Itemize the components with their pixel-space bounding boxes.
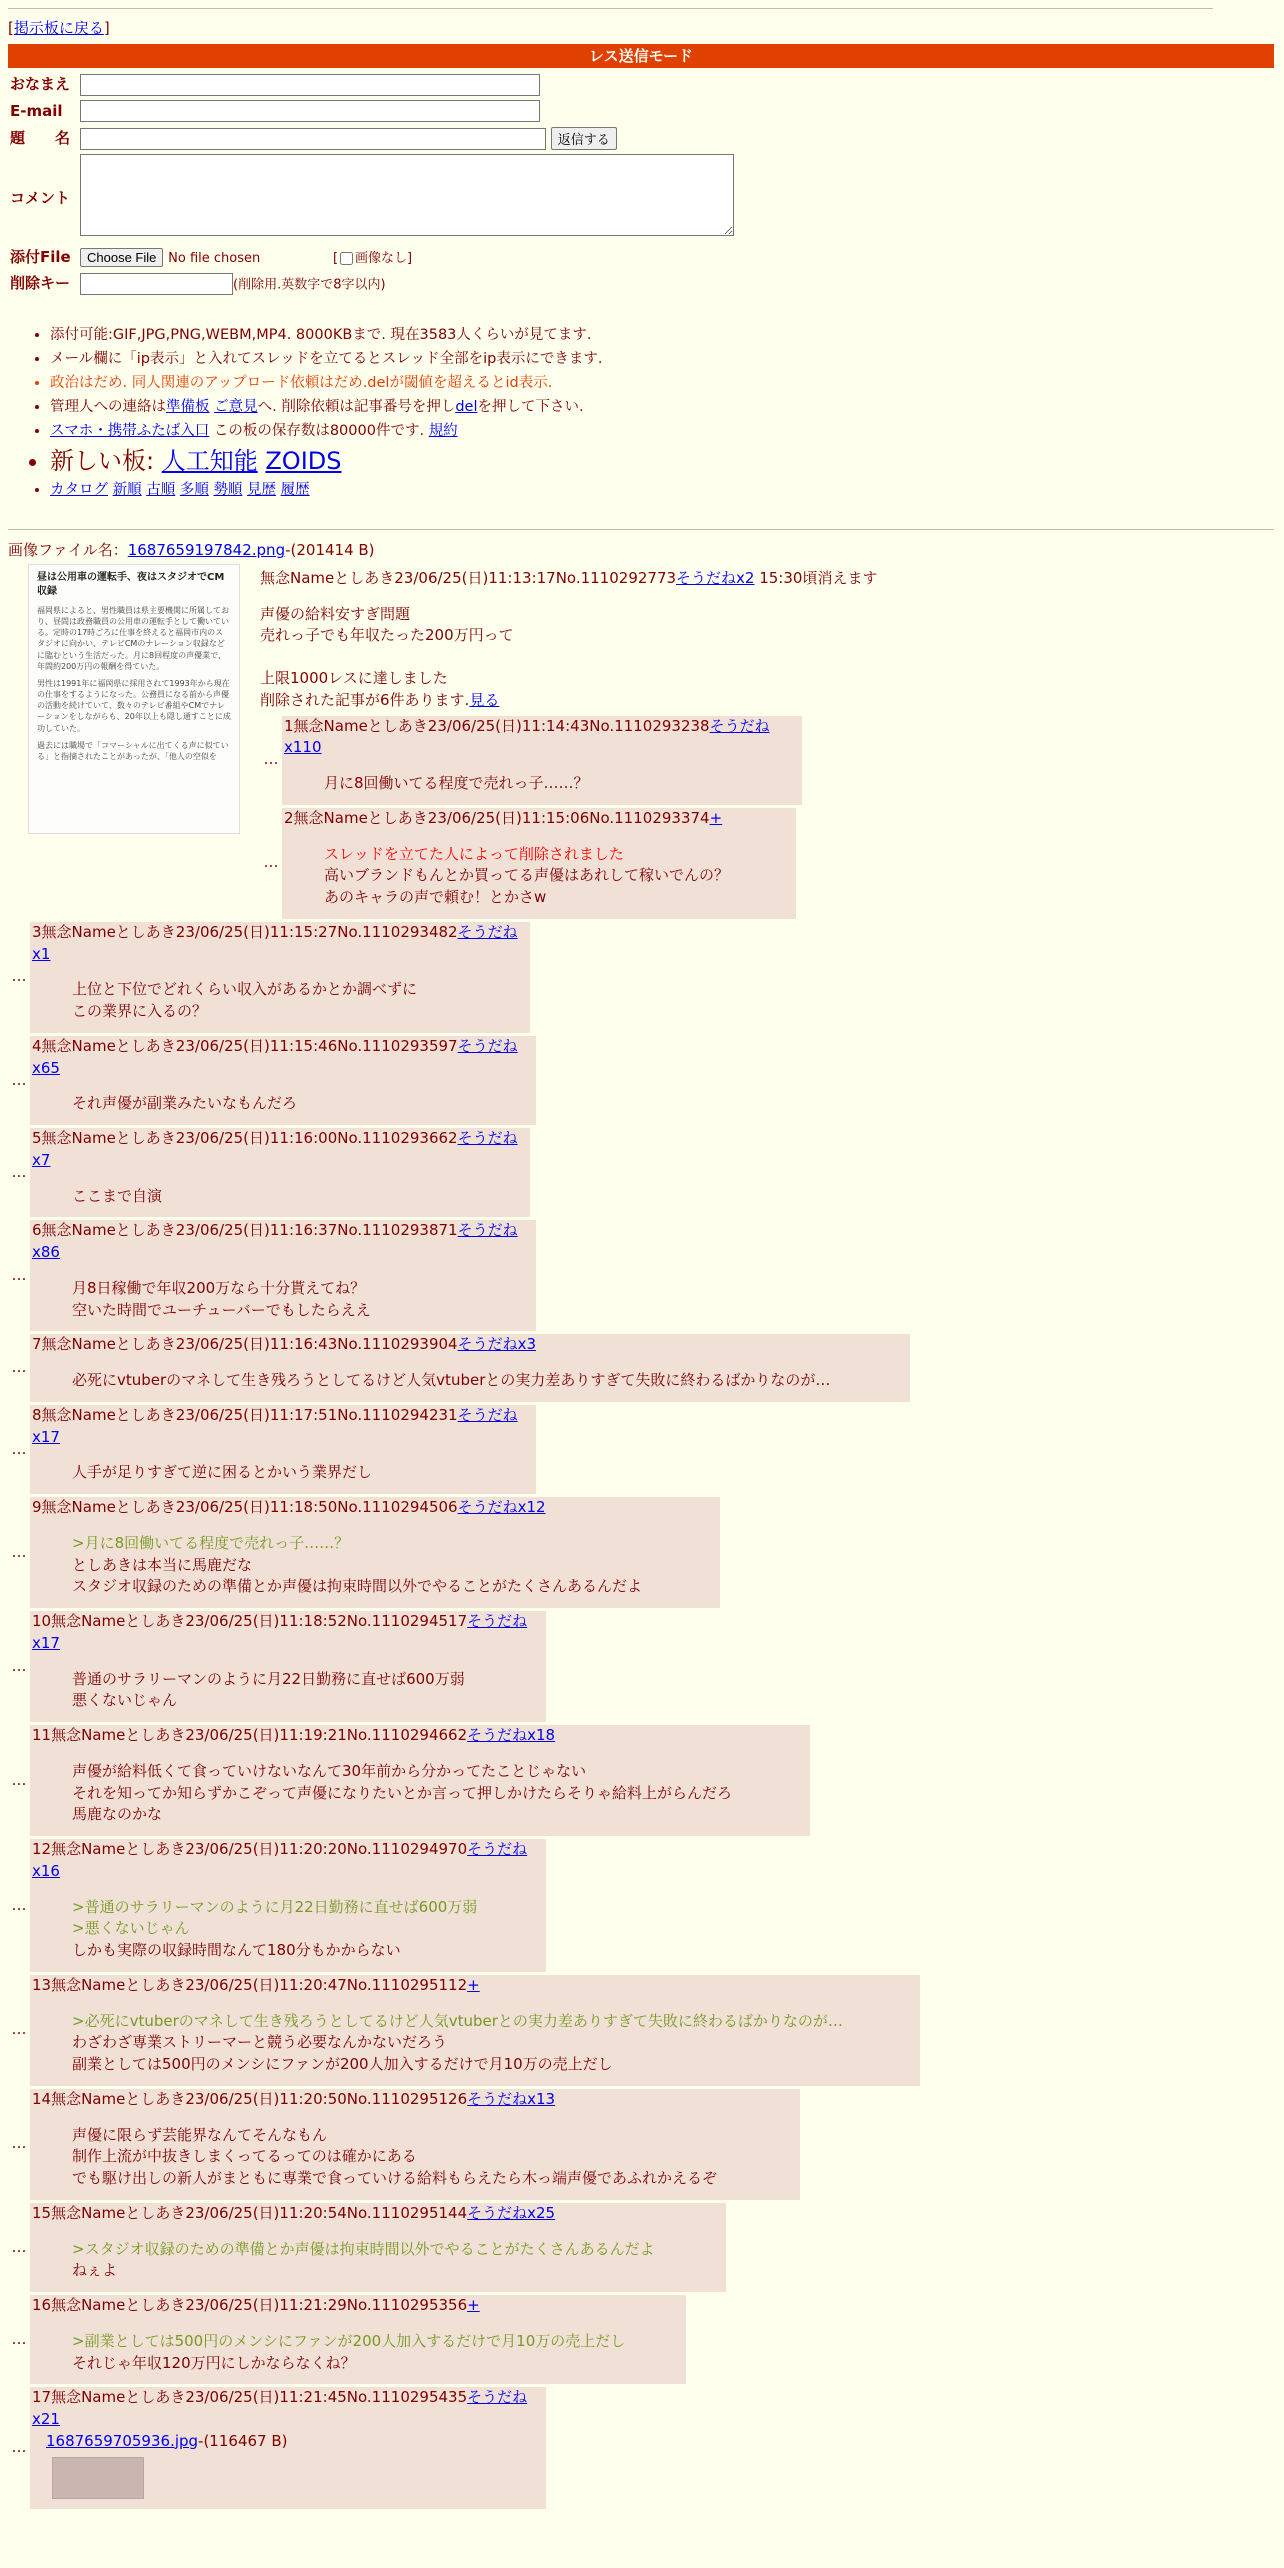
op-thumbnail[interactable]	[28, 564, 240, 834]
op-sodane-link[interactable]: そうだねx2	[676, 568, 755, 587]
reply-file-info	[46, 2431, 543, 2453]
reply-dots: …	[11, 1895, 27, 1914]
reply-line: それ声優が副業みたいなもんだろ	[72, 1094, 298, 1113]
reply-line: 副業としては500円のメンシにファンが200人加入するだけで月10万の売上だし	[72, 2055, 613, 2073]
reply-thumbnail[interactable]	[52, 2457, 144, 2499]
terms-link[interactable]: 規約	[428, 423, 458, 440]
sort-many-link[interactable]: 多順	[179, 482, 209, 499]
reply-box	[282, 716, 802, 805]
reply-row	[8, 1975, 922, 2086]
deleted-notice: スレッドを立てた人によって削除されました	[324, 844, 624, 863]
reply-meta: 3無念Nameとしあき23/06/25(日)11:15:27No.1110293482	[32, 922, 458, 941]
reply-line: 普通のサラリーマンのように月22日勤務に直せば600万弱	[72, 1669, 465, 1688]
sodane-link[interactable]: そうだねx7	[32, 1129, 518, 1169]
reply-meta: 6無念Nameとしあき23/06/25(日)11:16:37No.1110293871	[32, 1221, 458, 1240]
reply-row	[8, 1405, 538, 1494]
board-notes	[30, 322, 603, 504]
reply-body	[72, 2125, 797, 2190]
op-expire: 15:30頃消えます	[754, 568, 878, 587]
bracket-close: ]	[103, 19, 110, 37]
sodane-link[interactable]: そうだねx110	[284, 716, 770, 757]
reply-meta: 17無念Nameとしあき23/06/25(日)11:21:45No.1110295435	[32, 2388, 468, 2407]
file-info-label: 画像ファイル名：	[8, 541, 128, 559]
reply-header	[32, 1611, 543, 1655]
email-row	[10, 98, 736, 124]
reply-header	[32, 1725, 807, 1747]
reply-row	[260, 808, 798, 919]
reply-box	[30, 1975, 920, 2086]
reply-line: 高いブランドもんとか買ってる声優はあれして稼いでんの？	[324, 866, 730, 885]
name-label: おなまえ	[10, 75, 71, 94]
thumb-paragraph: 福岡県によると、男性職員は県主要機関に所属しており、昼間は政務職員の公用車の運転手として働いている。定時の17時ごろに仕事を終えると福岡市内のスタジオに向かい、テレビCMのナレーション収録などに臨むという生活だった。月に8回程度の声優業で、年間約200万円の報酬を得ていた。	[37, 605, 229, 671]
back-to-board-link[interactable]: 掲示板に戻る	[13, 19, 104, 37]
reply-header	[284, 716, 799, 760]
reply-box	[30, 1497, 720, 1608]
reply-line: 声優に限らず芸能界なんてそんなもん	[72, 2125, 328, 2144]
prep-board-link[interactable]: 準備板	[166, 399, 210, 416]
no-image-label: 画像なし	[355, 251, 408, 266]
reply-line: 月に8回働いてる程度で売れっ子……？	[324, 774, 589, 792]
reply-dots: …	[11, 1656, 27, 1675]
sodane-link[interactable]: そうだねx18	[467, 1726, 556, 1744]
comment-row	[10, 152, 736, 245]
file-label: 添付File	[10, 248, 71, 267]
reply-body	[72, 1533, 717, 1598]
sodane-link[interactable]: そうだねx16	[32, 1840, 528, 1880]
note-contact: • 管理人への連絡は準備板 ご意見へ. 削除依頼は記事番号を押しdelを押して下さい.	[50, 397, 603, 418]
reply-line: あのキャラの声で頼む！とかさw	[324, 888, 547, 906]
op-image-link[interactable]: 1687659197842.png	[127, 541, 286, 559]
reply-line: 人手が足りすぎて逆に困るとかいう業界だし	[72, 1463, 373, 1482]
reply-header	[32, 922, 527, 966]
note-ip-display: • メール欄に「ip表示」と入れてスレッドを立てるとスレッド全部をip表示にできます.	[50, 349, 603, 370]
subject-input[interactable]	[80, 128, 546, 150]
reply-line: 制作上流が中抜きしまくってるってのは確かにある	[72, 2147, 417, 2166]
reply-dots: …	[11, 2237, 27, 2256]
reply-dots: …	[263, 750, 279, 769]
reply-header	[32, 1334, 907, 1356]
quote-line: >月に8回働いてる程度で売れっ子……？	[72, 1533, 350, 1552]
name-row	[10, 72, 736, 98]
post-history-link[interactable]: 履歴	[280, 482, 310, 499]
quote-line: >普通のサラリーマンのように月22日勤務に直せば600万弱	[72, 1897, 478, 1916]
reply-line: 悪くないじゃん	[72, 1691, 178, 1710]
reply-dots: …	[263, 853, 279, 872]
reply-body	[72, 1669, 543, 1713]
quote-line: >副業としては500円のメンシにファンが200人加入するだけで月10万の売上だし	[72, 2331, 626, 2350]
reply-box	[30, 1725, 810, 1836]
feedback-link[interactable]: ご意見	[214, 399, 258, 416]
email-label: E-mail	[10, 101, 63, 120]
subject-label: 題 名	[10, 128, 71, 147]
reply-line: 空いた時間でユーチューバーでもしたらええ	[72, 1300, 371, 1319]
reply-header	[32, 1128, 527, 1172]
reply-box	[30, 1334, 910, 1402]
reply-row	[8, 2089, 802, 2200]
reply-body	[72, 1093, 533, 1115]
catalog-link[interactable]: カタログ	[50, 482, 108, 499]
file-status: No file chosen	[168, 251, 261, 266]
reply-header	[32, 2203, 723, 2225]
reply-row	[8, 1497, 722, 1608]
note-rules: • 政治はだめ. 同人関連のアップロード依頼はだめ.delが閾値を超えるとid表示.	[50, 373, 603, 394]
reply-meta: 4無念Nameとしあき23/06/25(日)11:15:46No.1110293597	[32, 1036, 458, 1055]
delkey-row	[10, 271, 736, 297]
reply-header	[32, 1405, 533, 1449]
reply-dots: …	[11, 967, 27, 986]
sodane-link[interactable]: そうだねx25	[467, 2203, 556, 2222]
reply-dots: …	[11, 1265, 27, 1284]
mid-divider	[8, 529, 1274, 530]
reply-line: としあきは本当に馬鹿だな	[72, 1555, 253, 1574]
reply-line: 月8日稼働で年収200万なら十分貰えてね？	[72, 1278, 366, 1297]
reply-header	[32, 2387, 543, 2431]
file-row	[10, 245, 736, 271]
sodane-link[interactable]: そうだねx17	[32, 1612, 528, 1652]
back-nav	[8, 18, 110, 40]
reply-line: この業界に入るの？	[72, 1002, 208, 1020]
reply-meta: 1無念Nameとしあき23/06/25(日)11:14:43No.1110293238	[284, 716, 710, 735]
sort-new-link[interactable]: 新順	[112, 482, 142, 499]
reply-body	[72, 1278, 533, 1322]
sodane-link[interactable]: +	[709, 808, 723, 827]
reply-dots: …	[11, 2438, 27, 2456]
reply-dots: …	[11, 2134, 27, 2153]
reply-dots: …	[11, 2020, 27, 2039]
sodane-link[interactable]: そうだねx12	[457, 1498, 546, 1516]
bracket-open: [	[8, 19, 14, 37]
reply-line: ここまで自演	[72, 1186, 163, 1205]
reply-line: でも駆け出しの新人がまともに専業で食っていける給料もらえたら木っ端声優であふれかえるぞ	[72, 2169, 718, 2187]
reply-line: 馬鹿なのかな	[72, 1805, 163, 1824]
reply-box	[30, 2089, 800, 2200]
sodane-link[interactable]: そうだねx86	[32, 1221, 518, 1261]
del-link[interactable]: del	[455, 399, 478, 416]
sodane-link[interactable]: そうだねx65	[32, 1036, 518, 1077]
note-upload: • 添付可能:GIF,JPG,PNG,WEBM,MP4. 8000KBまで. 現在3583人くらいが見てます.	[50, 325, 603, 346]
no-image-option: [ 画像なし]	[332, 251, 413, 266]
reply-header	[32, 1036, 533, 1080]
reply-line: ねぇよ	[72, 2261, 118, 2280]
reply-meta: 15無念Nameとしあき23/06/25(日)11:20:54No.1110295144	[32, 2203, 468, 2222]
email-input[interactable]	[80, 100, 540, 122]
reply-body	[72, 2011, 917, 2076]
sort-old-link[interactable]: 古順	[146, 482, 176, 499]
reply-meta: 10無念Nameとしあき23/06/25(日)11:18:52No.1110294517	[32, 1612, 468, 1630]
reply-row	[8, 1839, 548, 1972]
show-deleted-link[interactable]: 見る	[469, 690, 500, 709]
reply-box	[30, 922, 530, 1033]
sodane-link[interactable]: そうだねx17	[32, 1405, 518, 1446]
quote-line: >必死にvtuberのマネして生き残ろうとしてるけど人気vtuberとの実力差ありすぎて失敗に終わるばかりなのが…	[72, 2011, 843, 2030]
mobile-entrance-link[interactable]: スマホ・携帯ふたば入口	[50, 423, 210, 440]
choose-file-button[interactable]: Choose File	[80, 248, 163, 267]
reply-header	[32, 2089, 797, 2111]
sodane-link[interactable]: そうだねx21	[32, 2388, 528, 2428]
reply-meta: 2無念Nameとしあき23/06/25(日)11:15:06No.1110293374	[284, 808, 710, 827]
reply-line: スタジオ収録のための準備とか声優は拘束時間以外でやることがたくさんあるんだよ	[72, 1577, 643, 1596]
sodane-link[interactable]: そうだねx1	[32, 922, 518, 963]
reply-row	[260, 716, 804, 805]
reply-header	[32, 1220, 533, 1264]
sort-momentum-link[interactable]: 勢順	[213, 482, 243, 499]
note-mobile: • スマホ・携帯ふたば入口 この板の保存数は80000件です. 規約	[50, 421, 603, 442]
comment-label: コメント	[10, 188, 71, 207]
thumb-paragraph: 男性は1991年に福岡県に採用されて1993年から現在の仕事をするようになった。公務員になる前から声優の活動を続けていて、数々のテレビ番組やCMでナレーションをしながらも、20年以上も隠し通すことに成功していた。	[37, 678, 231, 733]
reply-dots: …	[11, 1070, 27, 1089]
reply-meta: 13無念Nameとしあき23/06/25(日)11:20:47No.1110295112	[32, 1975, 468, 1994]
reply-header	[284, 808, 793, 830]
reply-box	[30, 1839, 546, 1972]
reply-body	[72, 1370, 907, 1392]
reply-box	[282, 808, 796, 919]
thumb-headline: 昼は公用車の運転手、夜はスタジオでCM収録	[37, 571, 225, 597]
reply-body	[72, 979, 527, 1023]
reply-row	[8, 1220, 538, 1331]
reply-body	[324, 844, 793, 909]
thread	[8, 540, 1276, 2512]
reply-row	[8, 1334, 912, 1402]
reply-header	[32, 1497, 717, 1519]
reply-dots: …	[11, 1162, 27, 1181]
reply-body	[72, 1462, 533, 1484]
comment-textarea[interactable]	[80, 154, 734, 236]
reply-box	[30, 1405, 536, 1494]
sodane-link[interactable]: そうだねx13	[467, 2089, 556, 2108]
reply-meta: 16無念Nameとしあき23/06/25(日)11:21:29No.1110295356	[32, 2296, 468, 2314]
reply-body	[72, 2239, 723, 2283]
reply-box	[30, 1611, 546, 1722]
reply-body	[324, 773, 799, 795]
reply-meta: 14無念Nameとしあき23/06/25(日)11:20:50No.1110295126	[32, 2089, 468, 2108]
ai-board-link[interactable]: 人工知能	[161, 447, 258, 476]
reply-header	[32, 2295, 683, 2317]
reply-header	[32, 1975, 917, 1997]
reply-box	[30, 1128, 530, 1217]
reply-line: 必死にvtuberのマネして生き残ろうとしてるけど人気vtuberとの実力差ありすぎて失敗に終わるばかりなのが…	[72, 1371, 831, 1389]
reply-box	[30, 1036, 536, 1125]
reply-row	[8, 1036, 538, 1125]
reply-meta: 7無念Nameとしあき23/06/25(日)11:16:43No.1110293904	[32, 1335, 458, 1354]
reply-row	[8, 2203, 728, 2292]
name-input[interactable]	[80, 74, 540, 96]
thumb-paragraph: 過去には職場で「コマーシャルに出てくる声に似ている」と指摘されたことがあったが、「他人の空似を	[37, 740, 229, 761]
op-file-size: -(201414 B)	[285, 541, 375, 559]
reply-dots: …	[11, 1770, 27, 1789]
reply-row	[8, 2387, 548, 2508]
reply-line: それじゃ年収120万円にしかならなくね？	[72, 2353, 356, 2372]
reply-line: 上位と下位でどれくらい収入があるかとか調べずに	[72, 980, 418, 999]
subject-row	[10, 125, 736, 153]
reply-dots: …	[11, 1358, 27, 1377]
reply-file-size: -(116467 B)	[198, 2431, 288, 2450]
reply-body	[72, 2331, 683, 2375]
top-divider	[8, 8, 1213, 9]
reply-body	[72, 1897, 543, 1962]
reply-mode-bar: レス送信モード	[8, 44, 1274, 68]
reply-body	[72, 1761, 807, 1826]
sodane-link[interactable]: +	[467, 1975, 480, 1994]
reply-row	[8, 2295, 688, 2384]
reply-image-link[interactable]: 1687659705936.jpg	[46, 2431, 199, 2450]
delete-key-input[interactable]	[80, 273, 233, 295]
quote-line: >スタジオ収録のための準備とか声優は拘束時間以外でやることがたくさんあるんだよ	[72, 2239, 655, 2258]
note-new-boards: • 新しい板: 人工知能 ZOIDS	[50, 445, 603, 477]
op-body: 声優の給料安すぎ問題 売れっ子でも年収たった200万円って 上限1000レスに達しました 削除された記事が6件あります.見る	[260, 604, 514, 709]
reply-meta: 8無念Nameとしあき23/06/25(日)11:17:51No.1110294231	[32, 1405, 458, 1424]
reply-meta: 12無念Nameとしあき23/06/25(日)11:20:20No.1110294970	[32, 1840, 468, 1858]
delkey-label: 削除キー	[10, 274, 71, 293]
reply-row	[8, 1725, 812, 1836]
sodane-link[interactable]: そうだねx3	[457, 1335, 536, 1354]
reply-dots: …	[11, 1542, 27, 1561]
reply-line: それを知ってか知らずかこぞって声優になりたいとか言って押しかけたらそりゃ給料上がらんだろ	[72, 1783, 733, 1802]
reply-row	[8, 1611, 548, 1722]
reply-line: しかも実際の収録時間なんて180分もかからない	[72, 1941, 401, 1959]
reply-form	[10, 72, 736, 297]
reply-meta: 5無念Nameとしあき23/06/25(日)11:16:00No.1110293662	[32, 1129, 458, 1147]
reply-line: 声優が給料低くて食っていけないなんて30年前から分かってたことじゃない	[72, 1761, 587, 1780]
reply-dots: …	[11, 2329, 27, 2348]
sodane-link[interactable]: +	[467, 2296, 480, 2314]
viewed-history-link[interactable]: 見歴	[247, 482, 277, 499]
quote-line: >悪くないじゃん	[72, 1919, 190, 1938]
reply-line: わざわざ専業ストリーマーと競う必要なんかないだろう	[72, 2033, 448, 2052]
reply-meta: 11無念Nameとしあき23/06/25(日)11:19:21No.1110294662	[32, 1726, 468, 1744]
reply-list	[8, 716, 1276, 2509]
note-catalog	[50, 480, 603, 501]
zoids-board-link[interactable]: ZOIDS	[265, 447, 342, 476]
reply-box	[30, 1220, 536, 1331]
reply-meta: 9無念Nameとしあき23/06/25(日)11:18:50No.1110294506	[32, 1498, 458, 1516]
op-file-info	[8, 540, 1276, 562]
reply-box	[30, 2295, 686, 2384]
delkey-note: (削除用.英数字で8字以内)	[233, 277, 386, 293]
no-image-checkbox[interactable]	[340, 252, 353, 265]
reply-box	[30, 2203, 726, 2292]
reply-body	[72, 1186, 527, 1208]
reply-row	[8, 1128, 532, 1217]
reply-header	[32, 1839, 543, 1883]
reply-row	[8, 922, 532, 1033]
submit-reply-button[interactable]: 返信する	[551, 127, 617, 150]
reply-box	[30, 2387, 546, 2508]
reply-dots: …	[11, 1439, 27, 1458]
op-meta: 無念Nameとしあき23/06/25(日)11:13:17No.1110292773	[260, 568, 677, 587]
